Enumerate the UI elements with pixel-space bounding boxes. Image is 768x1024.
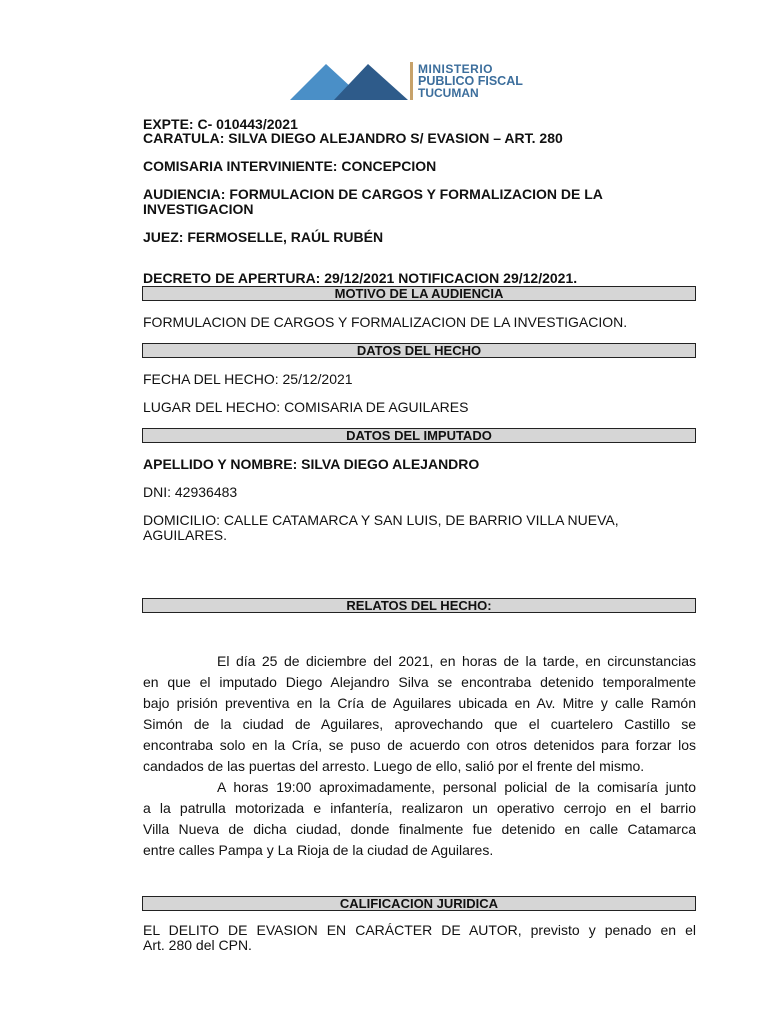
relato-line: candados de las puertas del arresto. Luego de ello, salió por el frente del mismo. — [143, 758, 645, 774]
juez: JUEZ: FERMOSELLE, RAÚL RUBÉN — [143, 229, 384, 245]
audiencia-line-1: AUDIENCIA: FORMULACION DE CARGOS Y FORMALIZACION DE LA — [143, 186, 603, 202]
logo-line-1: MINISTERIO — [418, 62, 494, 76]
motivo-text: FORMULACION DE CARGOS Y FORMALIZACION DE LA INVESTIGACION. — [143, 314, 628, 330]
relato-line: El día 25 de diciembre del 2021, en horas de la tarde, en circunstancias — [217, 653, 696, 669]
relato-line: A horas 19:00 aproximadamente, personal policial de la comisaría junto — [217, 779, 696, 795]
ministerio-logo — [290, 60, 550, 104]
section-bar-relatos: RELATOS DEL HECHO: — [142, 598, 696, 613]
section-bar-motivo: MOTIVO DE LA AUDIENCIA — [142, 286, 696, 301]
fecha-hecho: FECHA DEL HECHO: 25/12/2021 — [143, 371, 353, 387]
logo-line-3: TUCUMAN — [418, 86, 479, 100]
domicilio-line-1: DOMICILIO: CALLE CATAMARCA Y SAN LUIS, DE BARRIO VILLA NUEVA, — [143, 512, 619, 528]
domicilio-line-2: AGUILARES. — [143, 527, 228, 543]
relato-line: en que el imputado Diego Alejandro Silva se encontraba detenido temporalmente — [143, 674, 696, 690]
calificacion-paragraph — [143, 923, 696, 953]
section-bar-hecho: DATOS DEL HECHO — [142, 343, 696, 358]
calificacion-line-1: EL DELITO DE EVASION EN CARÁCTER DE AUTOR, previsto y penado en el — [143, 922, 696, 938]
relato-line: encontraba solo en la Cría, se puso de acuerdo con otros detenidos para forzar los — [143, 737, 696, 753]
relato-line: entre calles Pampa y La Rioja de la ciudad de Aguilares. — [143, 842, 494, 858]
apellido-nombre: APELLIDO Y NOMBRE: SILVA DIEGO ALEJANDRO — [143, 456, 480, 472]
logo-line-2: PUBLICO FISCAL — [418, 74, 523, 88]
calificacion-line-2: Art. 280 del CPN. — [143, 937, 252, 953]
comisaria: COMISARIA INTERVINIENTE: CONCEPCION — [143, 158, 437, 174]
logo-text — [418, 63, 523, 99]
lugar-hecho: LUGAR DEL HECHO: COMISARIA DE AGUILARES — [143, 399, 469, 415]
dni: DNI: 42936483 — [143, 484, 238, 500]
section-bar-imputado: DATOS DEL IMPUTADO — [142, 428, 696, 443]
section-bar-calificacion: CALIFICACION JURIDICA — [142, 896, 696, 911]
relato-line: Villa Nueva de dicha ciudad, donde finalmente fue detenido en calle Catamarca — [143, 821, 696, 837]
relato-line: Simón de la ciudad de Aguilares, aprovechando que el cuartelero Castillo se — [143, 716, 696, 732]
audiencia-line-2: INVESTIGACION — [143, 201, 254, 217]
relato-line: bajo prisión preventiva en la Cría de Aguilares ubicada en Av. Mitre y calle Ramón — [143, 695, 696, 711]
relato-line: a la patrulla motorizada e infantería, realizaron un operativo cerrojo en el barrio — [143, 800, 696, 816]
caratula: CARATULA: SILVA DIEGO ALEJANDRO S/ EVASION – ART. 280 — [143, 130, 563, 146]
expte: EXPTE: C- 010443/2021 — [143, 116, 298, 132]
decreto: DECRETO DE APERTURA: 29/12/2021 NOTIFICACION 29/12/2021. — [143, 270, 578, 286]
relato-paragraph — [143, 651, 696, 861]
logo-mountains-icon — [290, 60, 414, 104]
